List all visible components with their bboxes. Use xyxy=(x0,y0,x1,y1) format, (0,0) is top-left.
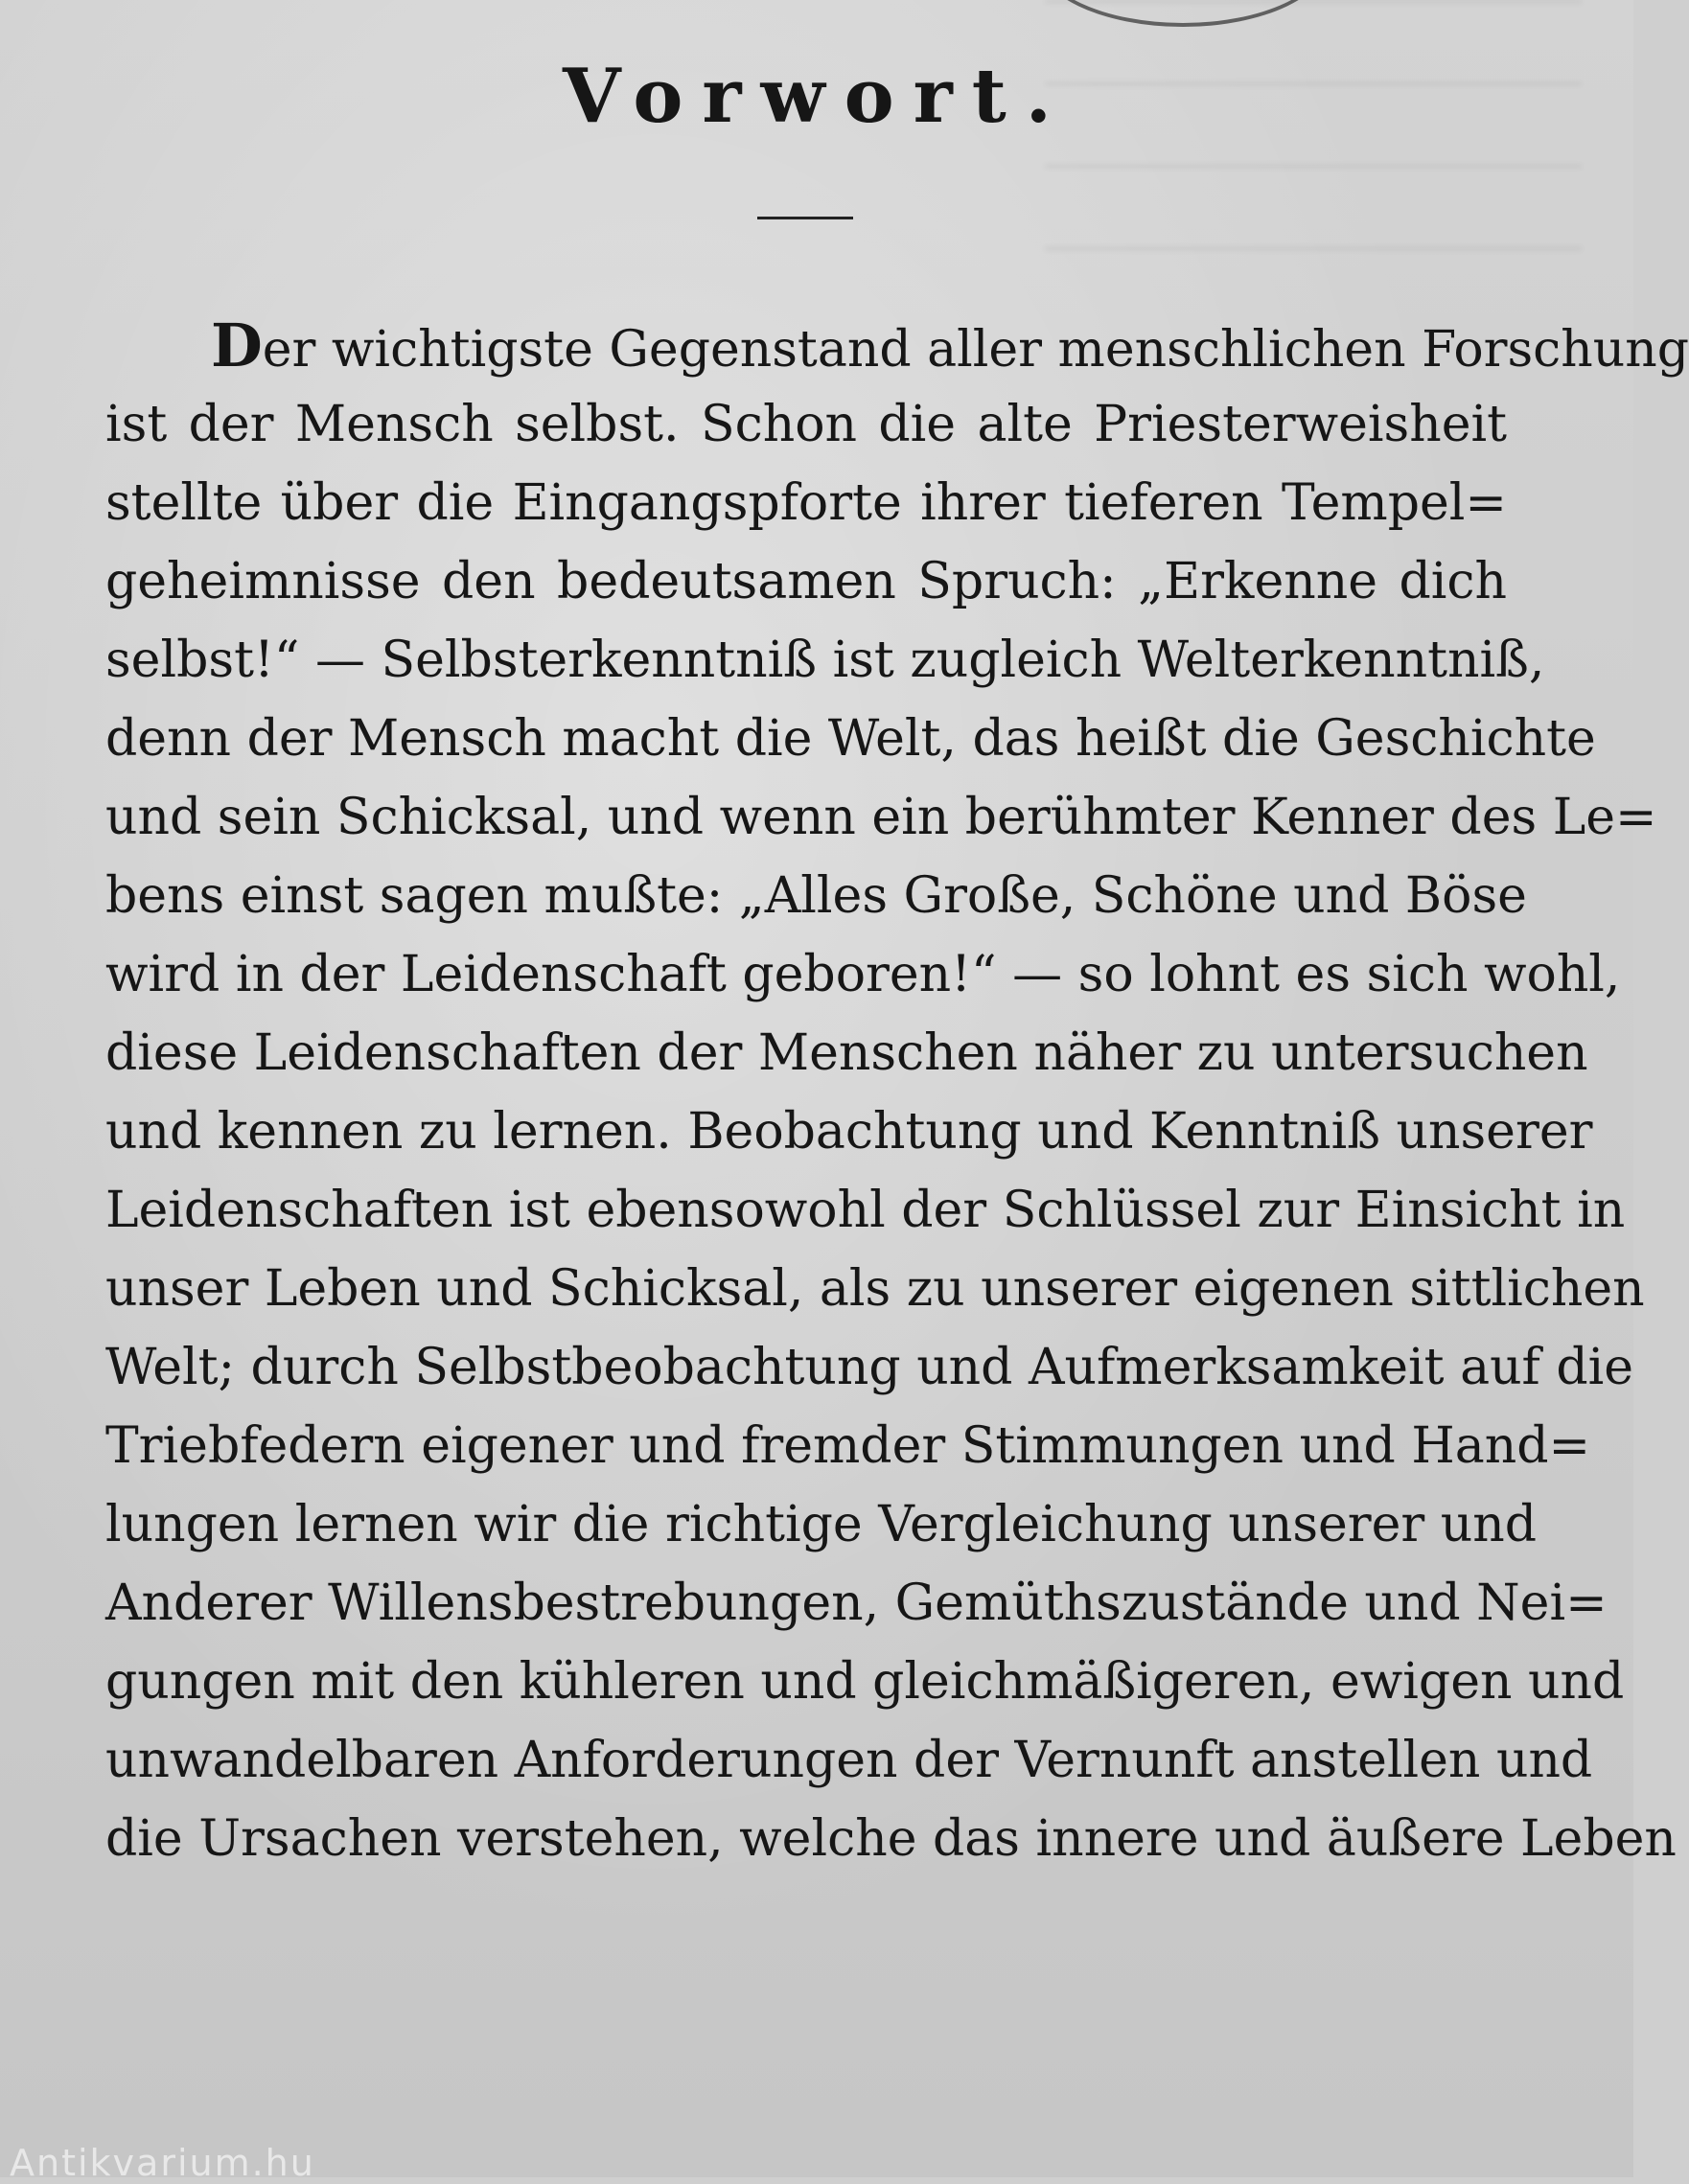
text-line: Der wichtigste Gegenstand aller menschlichen Forschung xyxy=(211,310,1689,380)
text-line: Welt; durch Selbstbeobachtung und Aufmerksamkeit auf die xyxy=(105,1339,1634,1396)
text-line: gungen mit den kühleren und gleichmäßigeren, ewigen und xyxy=(105,1653,1625,1711)
text-line: unwandelbaren Anforderungen der Vernunft anstellen und xyxy=(105,1732,1593,1789)
text-line: wird in der Leidenschaft geboren!“ — so lohnt es sich wohl, xyxy=(105,946,1621,1003)
initial-capital: D xyxy=(211,310,263,380)
text-line: geheimnisse den bedeutsamen Spruch: „Erkenne dich xyxy=(105,553,1507,610)
text-line: diese Leidenschaften der Menschen näher zu untersuchen xyxy=(105,1024,1588,1082)
text-line: und kennen zu lernen. Beobachtung und Kenntniß unserer xyxy=(105,1103,1593,1161)
text-line: und sein Schicksal, und wenn ein berühmter Kenner des Le= xyxy=(105,789,1657,846)
text-line: Anderer Willensbestrebungen, Gemüthszustände und Nei= xyxy=(105,1575,1608,1632)
watermark: Antikvarium.hu xyxy=(10,2142,315,2184)
text-line: bens einst sagen mußte: „Alles Große, Schöne und Böse xyxy=(105,867,1527,925)
text-line: ist der Mensch selbst. Schon die alte Priesterweisheit xyxy=(105,396,1507,453)
text-line: unser Leben und Schicksal, als zu unserer eigenen sittlichen xyxy=(105,1260,1645,1318)
title-divider xyxy=(757,217,853,219)
text-line: selbst!“ — Selbsterkenntniß ist zugleich Welterkenntniß, xyxy=(105,632,1545,689)
text-line: die Ursachen verstehen, welche das innere und äußere Leben xyxy=(105,1810,1677,1868)
show-through-text xyxy=(1045,0,1582,326)
page-title: Vorwort. xyxy=(563,53,1071,140)
text-line: stellte über die Eingangspforte ihrer tieferen Tempel= xyxy=(105,474,1507,532)
preface-text xyxy=(105,307,1689,1878)
text-line: Leidenschaften ist ebensowohl der Schlüssel zur Einsicht in xyxy=(105,1182,1626,1239)
text-line: denn der Mensch macht die Welt, das heißt die Geschichte xyxy=(105,710,1596,768)
text-line: Triebfedern eigener und fremder Stimmungen und Hand= xyxy=(105,1417,1591,1475)
text-line: lungen lernen wir die richtige Vergleichung unserer und xyxy=(105,1496,1538,1553)
